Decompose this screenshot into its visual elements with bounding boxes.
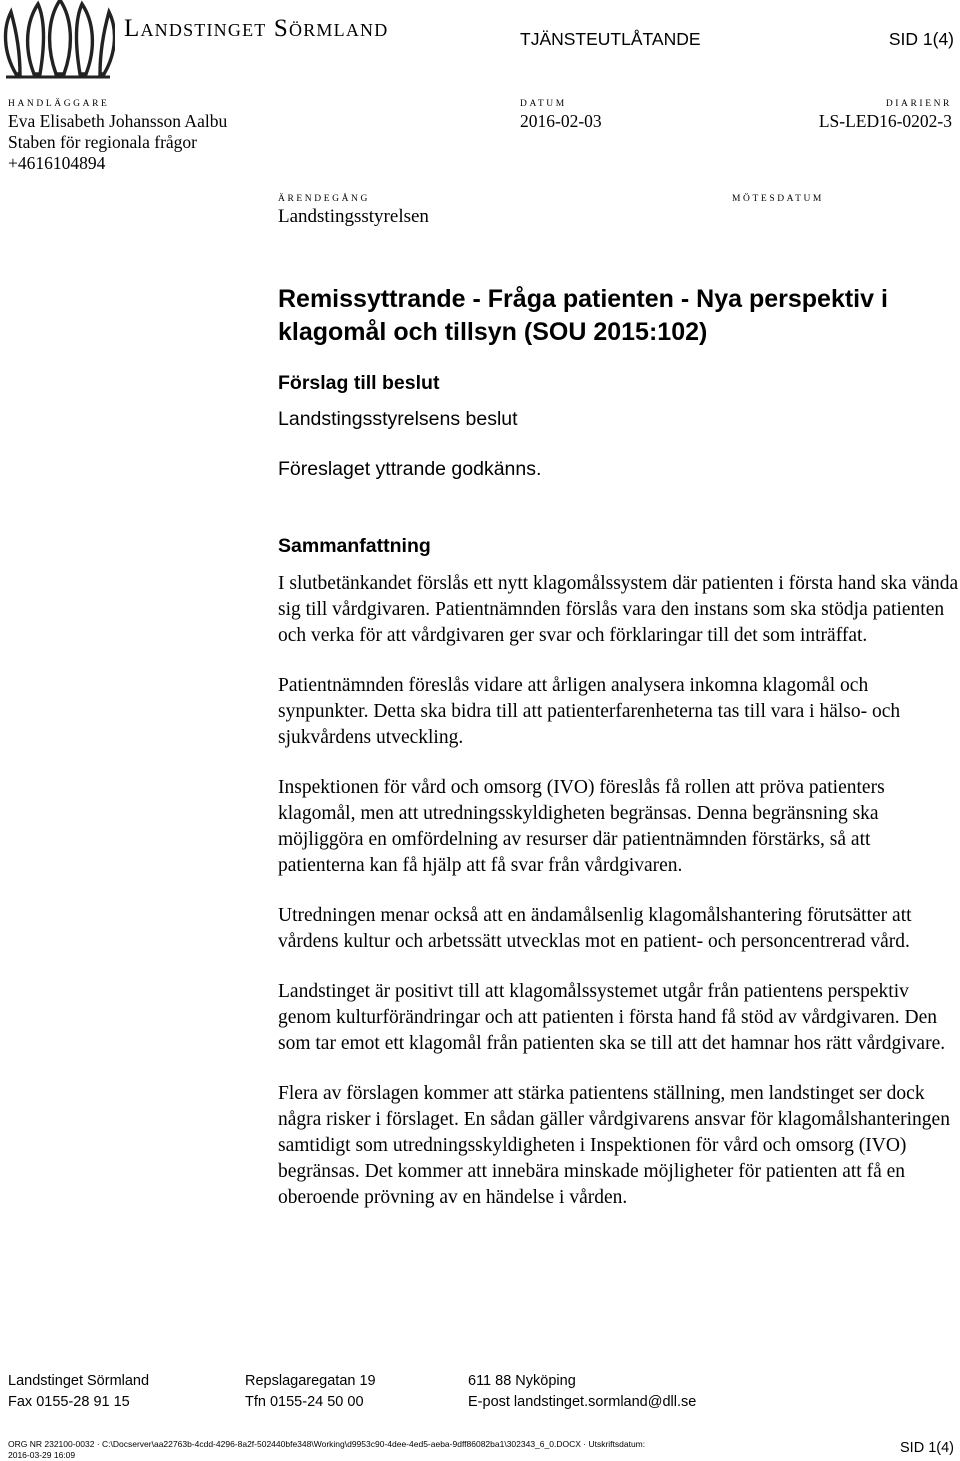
meta-datum (520, 99, 602, 132)
footer-file-path: ORG NR 232100-0032 · C:\Docserver\aa22763b-4cdd-4296-8a2f-502440bfe348\Working\d9953c90-4dee-4ed5-aeba-9dff86082ba1\302343_6_0.DOCX · Utskriftsdatum: (8, 1439, 646, 1449)
summary-paragraph: Landstinget är positivt till att klagomålssystemet utgår från patientens perspektiv genom kulturförändringar och att patienten i första hand få stöd av vårdgivaren. Den som tar emot ett klagomål från patienten ska se till att det hamnar hos rätt vårdgivare. (278, 981, 946, 1054)
footer-street: Repslagaregatan 19 (245, 1373, 376, 1389)
meta-label-motesdatum: MÖTESDATUM (732, 194, 824, 204)
meta-value-handlaggare-dept: Staben för regionala frågor (8, 132, 198, 152)
footer-col-city (468, 1373, 696, 1410)
meta-label-arendegang: ÄRENDEGÅNG (278, 194, 370, 204)
document-title: Remissyttrande - Fråga patienten - Nya perspektiv i klagomål och tillsyn (SOU 2015:102) (278, 285, 888, 346)
page-number: SID 1(4) (888, 29, 954, 49)
footer-page-number: SID 1(4) (900, 1440, 954, 1456)
footer-postal: 611 88 Nyköping (468, 1373, 576, 1389)
summary-paragraph: Flera av förslagen kommer att stärka patientens ställning, men landstinget ser dock några risker i förslaget. En sådan gäller vårdgivarens ansvar för klagomålshanteringen samtidigt som utredningsskyldigheten i Inspektionen för vård och omsorg (IVO) begränsas. Det kommer att innebära minskade möjligheter för patienten att få en oberoende prövning av en händelse i vården. (278, 1083, 950, 1208)
organization-name: Landstinget Sörmland (124, 15, 389, 42)
decision-text: Föreslaget yttrande godkänns. (278, 458, 542, 480)
meta-arendegang (278, 194, 429, 227)
footer-phone: Tfn 0155-24 50 00 (245, 1394, 364, 1410)
subheading-beslut: Landstingsstyrelsens beslut (278, 408, 518, 430)
document-type: TJÄNSTEUTLÅTANDE (520, 29, 701, 49)
meta-motesdatum (732, 194, 824, 204)
organization-logo (0, 0, 115, 80)
footer-file-info (8, 1439, 788, 1461)
summary-paragraph: Inspektionen för vård och omsorg (IVO) föreslås få rollen att pröva patienters klagomål, men att utredningsskyldigheten begränsas. Denna begränsning ska möjliggöra en omfördelning av resurser där patientnämnden förstärks, så att patienterna kan få hjälp att få svar från vårdgivaren. (278, 777, 885, 876)
meta-value-handlaggare-phone: +4616104894 (8, 153, 106, 173)
footer-email: E-post landstinget.sormland@dll.se (468, 1394, 697, 1410)
footer-org-name: Landstinget Sörmland (8, 1373, 150, 1389)
footer-col-organization (8, 1373, 149, 1410)
meta-label-diarienr: DIARIENR (885, 99, 952, 109)
footer-col-address (245, 1373, 376, 1410)
meta-value-arendegang: Landstingsstyrelsen (278, 206, 429, 227)
section-heading-sammanfattning: Sammanfattning (278, 535, 431, 557)
summary-paragraph: Patientnämnden föreslås vidare att årligen analysera inkomna klagomål och synpunkter. Detta ska bidra till att patienterfarenheterna tas till vara i hälso- och sjukvårdens utveckling. (278, 675, 901, 748)
footer-fax: Fax 0155-28 91 15 (8, 1394, 130, 1410)
meta-label-handlaggare: HANDLÄGGARE (8, 99, 110, 109)
section-heading-forslag: Förslag till beslut (278, 372, 440, 394)
footer-print-date: 2016-03-29 16:09 (8, 1450, 76, 1460)
meta-label-datum: DATUM (520, 99, 567, 109)
summary-body (278, 571, 960, 1235)
summary-paragraph: Utredningen menar också att en ändamålsenlig klagomålshantering förutsätter att vårdens kultur och arbetssätt utvecklas mot en patient- och personcentrerad vård. (278, 905, 912, 952)
meta-handlaggare (8, 99, 227, 174)
meta-value-datum: 2016-02-03 (520, 111, 602, 131)
summary-paragraph: I slutbetänkandet förslås ett nytt klagomålssystem där patienten i första hand ska vända sig till vårdgivaren. Patientnämnden förslås vara den instans som ska stödja patienten och verka för att vårdgivaren ger svar och förklaringar till det som inträffat. (278, 573, 959, 646)
meta-diarienr (819, 99, 952, 132)
meta-value-handlaggare-name: Eva Elisabeth Johansson Aalbu (8, 111, 228, 131)
meta-value-diarienr: LS-LED16-0202-3 (818, 111, 952, 131)
